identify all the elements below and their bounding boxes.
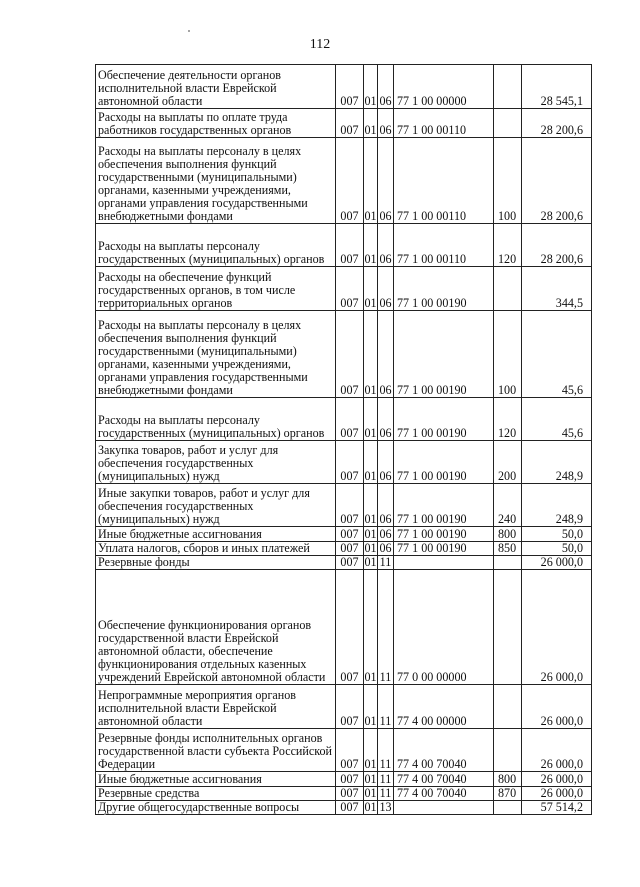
subsection-code: 06 xyxy=(378,484,394,527)
grbs-code: 007 xyxy=(336,729,364,772)
expense-type-code: 200 xyxy=(494,441,522,484)
section-code: 01 xyxy=(364,398,378,441)
amount: 28 200,6 xyxy=(522,138,592,224)
subsection-code: 11 xyxy=(378,772,394,787)
expense-type-code: 120 xyxy=(494,398,522,441)
amount: 57 514,2 xyxy=(522,801,592,815)
target-article-code: 77 1 00 00110 xyxy=(394,224,494,267)
row-name: Иные закупки товаров, работ и услуг для обеспечения государственных (муниципальных) нужд xyxy=(96,484,336,527)
expense-type-code xyxy=(494,685,522,729)
expense-type-code xyxy=(494,729,522,772)
section-code: 01 xyxy=(364,570,378,685)
target-article-code: 77 1 00 00190 xyxy=(394,267,494,311)
subsection-code: 06 xyxy=(378,109,394,138)
section-code: 01 xyxy=(364,311,378,398)
amount: 28 200,6 xyxy=(522,109,592,138)
amount: 26 000,0 xyxy=(522,729,592,772)
table-row xyxy=(96,267,592,311)
subsection-code: 11 xyxy=(378,685,394,729)
row-name: Расходы на обеспечение функций государственных органов, в том числе территориальных органов xyxy=(96,267,336,311)
target-article-code: 77 1 00 00000 xyxy=(394,65,494,109)
table-row xyxy=(96,801,592,815)
table-row xyxy=(96,527,592,542)
target-article-code: 77 1 00 00190 xyxy=(394,398,494,441)
subsection-code: 06 xyxy=(378,311,394,398)
amount: 26 000,0 xyxy=(522,556,592,570)
target-article-code: 77 1 00 00190 xyxy=(394,542,494,556)
row-name: Расходы на выплаты персоналу в целях обеспечения выполнения функций государственными (муниципальными) органами, казенными учреждениями, органами управления государственными внебюджетными фондами xyxy=(96,311,336,398)
row-name: Иные бюджетные ассигнования xyxy=(96,527,336,542)
subsection-code: 11 xyxy=(378,787,394,801)
target-article-code xyxy=(394,556,494,570)
grbs-code: 007 xyxy=(336,109,364,138)
grbs-code: 007 xyxy=(336,772,364,787)
table-row xyxy=(96,556,592,570)
subsection-code: 06 xyxy=(379,527,392,541)
subsection-code: 06 xyxy=(378,267,394,311)
table-row xyxy=(96,787,592,801)
budget-table xyxy=(95,64,592,815)
grbs-code: 007 xyxy=(336,542,364,556)
row-name: Резервные фонды исполнительных органов государственной власти субъекта Российской Федерации xyxy=(96,729,336,772)
row-name: Уплата налогов, сборов и иных платежей xyxy=(96,542,336,556)
grbs-code: 007 xyxy=(336,65,364,109)
expense-type-code: 100 xyxy=(494,311,522,398)
expense-type-code xyxy=(494,109,522,138)
grbs-code: 007 xyxy=(336,570,364,685)
table-row xyxy=(96,570,592,685)
amount: 50,0 xyxy=(522,527,592,542)
table-row xyxy=(96,772,592,787)
amount: 248,9 xyxy=(522,484,592,527)
amount: 28 200,6 xyxy=(522,224,592,267)
amount: 50,0 xyxy=(522,542,592,556)
subsection-code: 13 xyxy=(379,800,392,814)
section-code: 01 xyxy=(364,138,378,224)
expense-type-code: 870 xyxy=(494,787,522,801)
row-name: Обеспечение деятельности органов исполнительной власти Еврейской автономной области xyxy=(96,65,336,109)
table-row xyxy=(96,109,592,138)
table-row xyxy=(96,311,592,398)
target-article-code: 77 4 00 70040 xyxy=(394,772,494,787)
grbs-code: 007 xyxy=(336,398,364,441)
section-code: 01 xyxy=(364,729,378,772)
amount: 248,9 xyxy=(522,441,592,484)
section-code: 01 xyxy=(364,786,377,800)
row-name: Резервные средства xyxy=(96,787,336,801)
grbs-code: 007 xyxy=(336,801,364,815)
subsection-code: 06 xyxy=(378,224,394,267)
row-name: Резервные фонды xyxy=(96,556,336,570)
amount: 45,6 xyxy=(522,398,592,441)
row-name: Другие общегосударственные вопросы xyxy=(96,801,336,815)
expense-type-code: 800 xyxy=(494,527,522,542)
section-code: 01 xyxy=(364,685,378,729)
section-code: 01 xyxy=(364,109,378,138)
grbs-code: 007 xyxy=(336,311,364,398)
section-code: 01 xyxy=(364,441,378,484)
table-row xyxy=(96,398,592,441)
amount: 45,6 xyxy=(522,311,592,398)
section-code: 01 xyxy=(364,267,378,311)
subsection-code: 06 xyxy=(378,138,394,224)
expense-type-code xyxy=(494,556,522,570)
amount: 28 545,1 xyxy=(522,65,592,109)
section-code: 01 xyxy=(364,65,378,109)
subsection-code: 11 xyxy=(378,556,394,570)
row-name: Расходы на выплаты персоналу государственных (муниципальных) органов xyxy=(96,398,336,441)
section-code: 01 xyxy=(364,484,378,527)
grbs-code: 007 xyxy=(336,441,364,484)
grbs-code: 007 xyxy=(336,556,364,570)
row-name: Обеспечение функционирования органов государственной власти Еврейской автономной области, обеспечение функционирования отдельных казенных учреждений Еврейской автономной области xyxy=(96,570,336,685)
table-row xyxy=(96,685,592,729)
table-row xyxy=(96,65,592,109)
table-row xyxy=(96,138,592,224)
subsection-code: 06 xyxy=(378,65,394,109)
scan-speck xyxy=(104,813,106,815)
target-article-code: 77 1 00 00190 xyxy=(394,527,494,542)
target-article-code: 77 1 00 00110 xyxy=(394,138,494,224)
section-code: 01 xyxy=(364,800,377,814)
subsection-code: 11 xyxy=(378,570,394,685)
row-name: Расходы на выплаты персоналу государственных (муниципальных) органов xyxy=(96,224,336,267)
target-article-code: 77 4 00 70040 xyxy=(394,729,494,772)
expense-type-code xyxy=(494,65,522,109)
grbs-code: 007 xyxy=(336,138,364,224)
grbs-code: 007 xyxy=(336,527,364,542)
target-article-code: 77 1 00 00190 xyxy=(394,441,494,484)
target-article-code xyxy=(394,801,494,815)
section-code: 01 xyxy=(364,527,377,541)
section-code: 01 xyxy=(364,772,377,786)
row-name: Непрограммные мероприятия органов исполнительной власти Еврейской автономной области xyxy=(96,685,336,729)
subsection-code: 06 xyxy=(378,398,394,441)
target-article-code: 77 1 00 00190 xyxy=(394,484,494,527)
scan-speck xyxy=(188,30,190,32)
expense-type-code xyxy=(494,570,522,685)
row-name: Расходы на выплаты по оплате труда работников государственных органов xyxy=(96,109,336,138)
grbs-code: 007 xyxy=(336,685,364,729)
target-article-code: 77 1 00 00190 xyxy=(394,311,494,398)
amount: 26 000,0 xyxy=(522,685,592,729)
expense-type-code: 240 xyxy=(494,484,522,527)
expense-type-code xyxy=(494,267,522,311)
amount: 344,5 xyxy=(522,267,592,311)
table-row xyxy=(96,224,592,267)
amount: 26 000,0 xyxy=(522,772,592,787)
expense-type-code: 850 xyxy=(494,542,522,556)
row-name: Расходы на выплаты персоналу в целях обеспечения выполнения функций государственными (муниципальными) органами, казенными учреждениями, органами управления государственными внебюджетными фондами xyxy=(96,138,336,224)
grbs-code: 007 xyxy=(336,267,364,311)
row-name: Иные бюджетные ассигнования xyxy=(96,772,336,787)
row-name: Закупка товаров, работ и услуг для обеспечения государственных (муниципальных) нужд xyxy=(96,441,336,484)
grbs-code: 007 xyxy=(336,484,364,527)
section-code: 01 xyxy=(364,224,378,267)
target-article-code: 77 4 00 70040 xyxy=(394,787,494,801)
amount: 26 000,0 xyxy=(522,787,592,801)
target-article-code: 77 0 00 00000 xyxy=(394,570,494,685)
amount: 26 000,0 xyxy=(522,570,592,685)
expense-type-code: 100 xyxy=(494,138,522,224)
subsection-code: 11 xyxy=(378,729,394,772)
section-code: 01 xyxy=(364,541,377,555)
subsection-code: 06 xyxy=(379,541,392,555)
grbs-code: 007 xyxy=(336,224,364,267)
table-row xyxy=(96,441,592,484)
expense-type-code: 800 xyxy=(494,772,522,787)
table-row xyxy=(96,542,592,556)
table-row xyxy=(96,729,592,772)
expense-type-code xyxy=(494,801,522,815)
table-row xyxy=(96,484,592,527)
page-number: 112 xyxy=(309,37,331,52)
target-article-code: 77 1 00 00110 xyxy=(394,109,494,138)
section-code: 01 xyxy=(364,555,377,569)
grbs-code: 007 xyxy=(336,787,364,801)
subsection-code: 06 xyxy=(378,441,394,484)
target-article-code: 77 4 00 00000 xyxy=(394,685,494,729)
expense-type-code: 120 xyxy=(494,224,522,267)
